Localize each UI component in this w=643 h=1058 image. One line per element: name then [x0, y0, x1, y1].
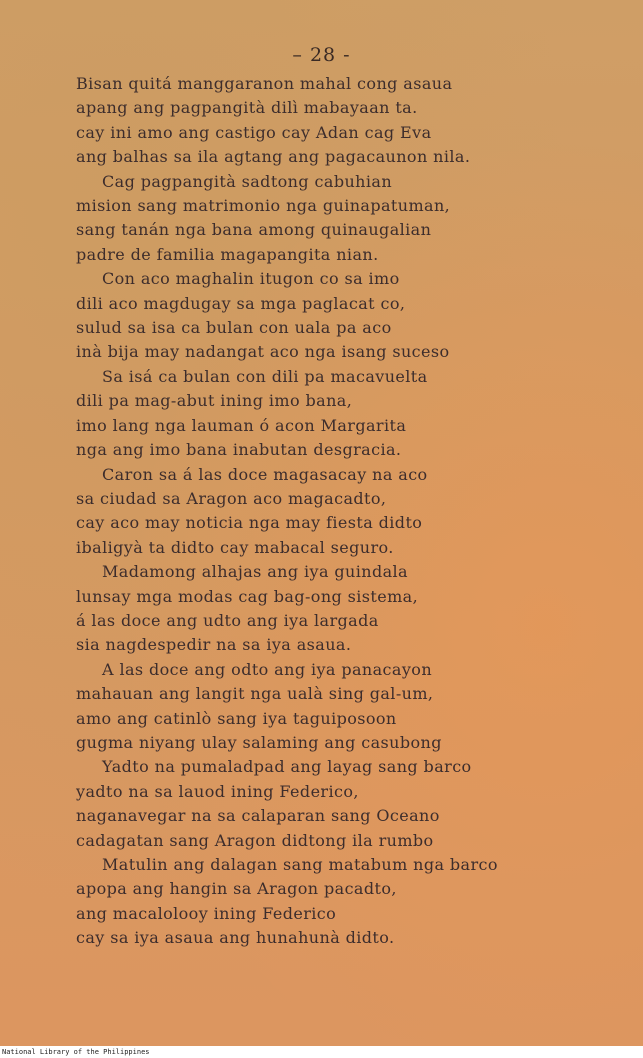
- verse-line: padre de familia magapangita nian.: [76, 244, 379, 264]
- verse-line: amo ang catinlò sang iya taguiposoon: [76, 708, 397, 728]
- verse-line: Cag pagpangità sadtong cabuhian: [102, 171, 393, 191]
- verse-line: gugma niyang ulay salaming ang casubong: [76, 732, 442, 752]
- footer-credit: National Library of the Philippines: [2, 1048, 150, 1056]
- verse-line: mision sang matrimonio nga guinapatuman,: [76, 196, 451, 216]
- footer-bar: [0, 1046, 643, 1058]
- verse-line: sang tanán nga bana among quinaugalian: [76, 220, 432, 240]
- verse-line: cay sa iya asaua ang hunahunà didto.: [76, 928, 395, 948]
- verse-line: ang macalolooy ining Federico: [76, 903, 337, 923]
- verse-line: imo lang nga lauman ó acon Margarita: [76, 415, 407, 435]
- verse-line: Sa isá ca bulan con dili pa macavuelta: [102, 366, 428, 386]
- verse-line: cay aco may noticia nga may fiesta didto: [76, 513, 423, 533]
- verse-line: sulud sa isa ca bulan con uala pa aco: [76, 318, 392, 338]
- verse-line: yadto na sa lauod ining Federico,: [76, 781, 359, 801]
- stanza: [76, 658, 596, 756]
- stanza: [76, 170, 596, 268]
- verse-line: cay ini amo ang castigo cay Adan cag Eva: [76, 122, 432, 142]
- poem-text: [76, 72, 596, 951]
- verse-line: lunsay mga modas cag bag-ong sistema,: [76, 586, 419, 606]
- verse-line: á las doce ang udto ang iya largada: [76, 610, 379, 630]
- verse-line: Bisan quitá manggaranon mahal cong asaua: [76, 74, 453, 93]
- stanza: [76, 755, 596, 853]
- verse-line: Caron sa á las doce magasacay na aco: [102, 464, 428, 484]
- verse-line: ang balhas sa ila agtang ang pagacaunon nila.: [76, 147, 471, 167]
- verse-line: apang ang pagpangità dilì mabayaan ta.: [76, 98, 418, 118]
- verse-line: dili pa mag-abut ining imo bana,: [76, 391, 353, 411]
- stanza: [76, 463, 596, 561]
- verse-line: A las doce ang odto ang iya panacayon: [102, 659, 433, 679]
- verse-line: dili aco magdugay sa mga paglacat co,: [76, 293, 406, 313]
- page-number: – 28 -: [292, 44, 351, 66]
- verse-line: cadagatan sang Aragon didtong ila rumbo: [76, 830, 434, 850]
- verse-line: naganavegar na sa calaparan sang Oceano: [76, 806, 440, 826]
- verse-line: apopa ang hangin sa Aragon pacadto,: [76, 879, 397, 899]
- stanza: [76, 853, 596, 951]
- verse-line: Matulin ang dalagan sang matabum nga barco: [102, 855, 498, 874]
- verse-line: Yadto na pumaladpad ang layag sang barco: [102, 757, 472, 777]
- stanza: [76, 365, 596, 463]
- verse-line: inà bija may nadangat aco nga isang suceso: [76, 342, 450, 362]
- verse-line: ibaligyà ta didto cay mabacal seguro.: [76, 537, 394, 557]
- verse-line: Con aco maghalin itugon co sa imo: [102, 269, 400, 289]
- verse-line: mahauan ang langit nga ualà sing gal-um,: [76, 684, 434, 704]
- stanza: [76, 267, 596, 365]
- verse-line: sa ciudad sa Aragon aco magacadto,: [76, 488, 387, 508]
- stanza: [76, 560, 596, 658]
- verse-line: Madamong alhajas ang iya guindala: [102, 562, 408, 582]
- verse-line: nga ang imo bana inabutan desgracia.: [76, 440, 402, 460]
- stanza: [76, 72, 596, 170]
- verse-line: sia nagdespedir na sa iya asaua.: [76, 635, 352, 655]
